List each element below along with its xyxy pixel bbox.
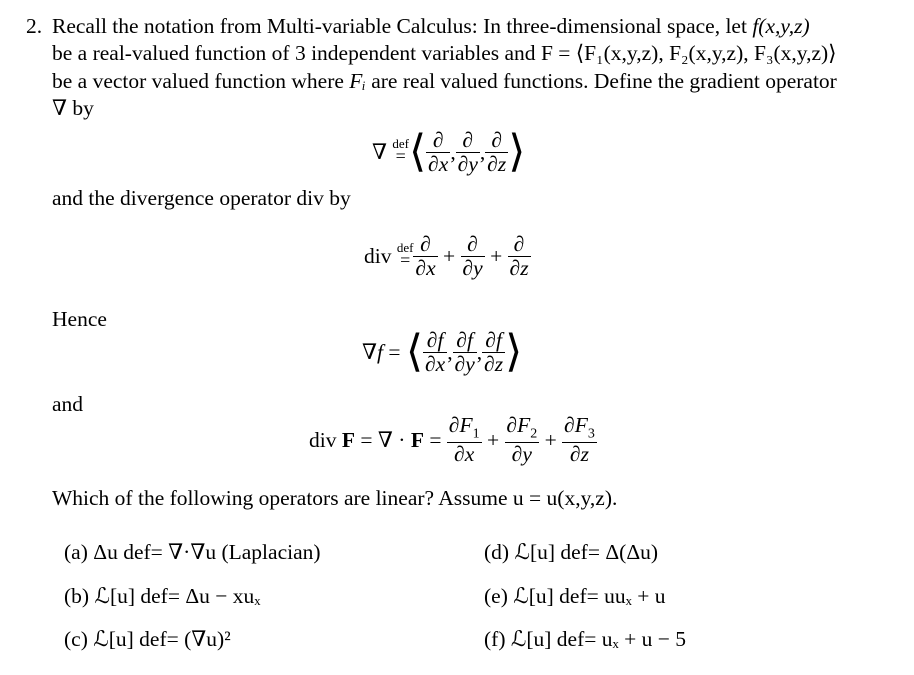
option-label: (c) xyxy=(64,627,88,651)
hence-text: Hence xyxy=(52,307,107,331)
option-label: (a) xyxy=(64,540,88,564)
question-text: Which of the following operators are linear? Assume u = u(x,y,z). xyxy=(52,486,618,510)
div-intro-text: and the divergence operator div by xyxy=(52,186,351,210)
option-expr: Δu def= ∇·∇u (Laplacian) xyxy=(93,540,321,564)
option-expr: ℒ[u] def= Δu − xuₓ xyxy=(94,584,261,608)
nabla-symbol: ∇ xyxy=(372,139,393,164)
option-f xyxy=(484,629,686,651)
def-eq: def = xyxy=(392,136,409,167)
option-expr: ℒ[u] def= uuₓ + u xyxy=(513,584,666,608)
equation-div-def: div def = $\frac{\partial}{\partial x}$ + $\frac{\partial}{\partial y}$ + $\frac{\partial}{\partial z}$ xyxy=(364,231,529,280)
problem-number: 2. xyxy=(26,14,43,38)
option-b xyxy=(64,586,261,608)
intro-line-2 xyxy=(52,43,837,65)
option-label: (d) xyxy=(484,540,510,564)
option-a xyxy=(64,542,321,564)
intro-text-1: Recall the notation from Multi-variable Calculus: In three-dimensional space, let xyxy=(52,14,747,38)
equation-div-F: div F = ∇ · F = $\frac{\partial F_1}{\partial x}$ + $\frac{\partial F_2}{\partial y}$ + $\frac{\partial F_3}{\partial z}$ xyxy=(309,413,595,467)
option-c xyxy=(64,629,231,651)
Fi-symbol: Fᵢ xyxy=(349,69,366,93)
intro-text-3: be a vector valued function where xyxy=(52,69,344,93)
option-expr: ℒ[u] def= Δ(Δu) xyxy=(514,540,659,564)
and-text: and xyxy=(52,392,84,416)
intro-line-3 xyxy=(52,71,837,93)
option-label: (b) xyxy=(64,584,90,608)
intro-text-2: be a real-valued function of 3 independent variables and xyxy=(52,41,536,65)
intro-text-3b: are real valued functions. Define the gradient operator xyxy=(371,69,837,93)
f-xyz: f(x,y,z) xyxy=(752,14,810,38)
option-e xyxy=(484,586,666,608)
left-angle: ⟨ xyxy=(409,127,427,176)
option-label: (e) xyxy=(484,584,508,608)
option-expr: ℒ[u] def= (∇u)² xyxy=(93,627,231,651)
equation-grad-f: ∇f = ⟨ $\frac{\partial f}{\partial x}$ , $\frac{\partial f}{\partial y}$ , $\frac{\partial f}{\partial z}$ ⟩ xyxy=(362,327,523,376)
intro-line-1 xyxy=(52,16,810,38)
right-angle: ⟩ xyxy=(508,127,526,176)
option-label: (f) xyxy=(484,627,506,651)
F-definition: F = ⟨F₁(x,y,z), F₂(x,y,z), F₃(x,y,z)⟩ xyxy=(540,41,837,65)
equation-grad-def: ∇ def = ⟨ $\frac{\partial}{\partial x}$ , $\frac{\partial}{\partial y}$ , $\frac{\partial}{\partial z}$ ⟩ xyxy=(372,127,526,176)
option-d xyxy=(484,542,658,564)
option-expr: ℒ[u] def= uₓ + u − 5 xyxy=(510,627,686,651)
intro-line-4: ∇ by xyxy=(52,96,94,120)
